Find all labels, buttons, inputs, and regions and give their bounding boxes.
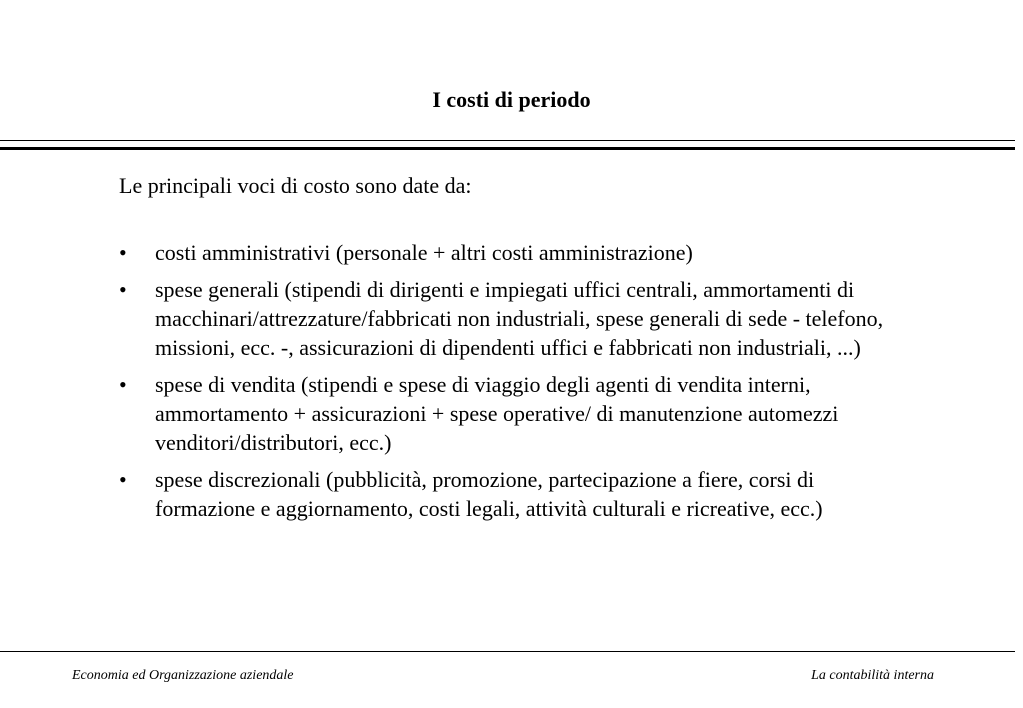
list-item-text: spese di vendita (stipendi e spese di viaggio degli agenti di vendita interni, ammortamento + assicurazioni + spese operative/ di manutenzione automezzi venditori/distributori, ecc.) [155, 372, 839, 455]
bullet-icon: • [119, 467, 127, 492]
list-item-spese-generali [119, 275, 899, 362]
header-divider-thick [0, 147, 1015, 150]
list-item-spese-discrezionali [119, 465, 899, 523]
intro-text: Le principali voci di costo sono date da: [119, 173, 472, 198]
footer-course-name: Economia ed Organizzazione aziendale [72, 668, 294, 683]
footer-section-name: La contabilità interna [811, 668, 934, 683]
bullet-icon: • [119, 240, 127, 265]
list-item-text: spese generali (stipendi di dirigenti e impiegati uffici centrali, ammortamenti di macchinari/attrezzature/fabbricati non industriali, spese generali di sede - telefono, missioni, ecc. -, assicurazioni di dipendenti uffici e fabbricati non industriali, ...) [155, 277, 884, 360]
bullet-icon: • [119, 277, 127, 302]
list-item-text: costi amministrativi (personale + altri costi amministrazione) [155, 240, 693, 265]
header-divider-thin [0, 140, 1015, 141]
bullet-icon: • [119, 372, 127, 397]
slide-title: I costi di periodo [432, 87, 591, 112]
footer-divider [0, 651, 1015, 652]
list-item-spese-di-vendita [119, 370, 899, 457]
list-item-text: spese discrezionali (pubblicità, promozione, partecipazione a fiere, corsi di formazione e aggiornamento, costi legali, attività culturali e ricreative, ecc.) [155, 467, 823, 521]
cost-items-list [119, 238, 899, 531]
list-item-costi-amministrativi [119, 238, 899, 267]
